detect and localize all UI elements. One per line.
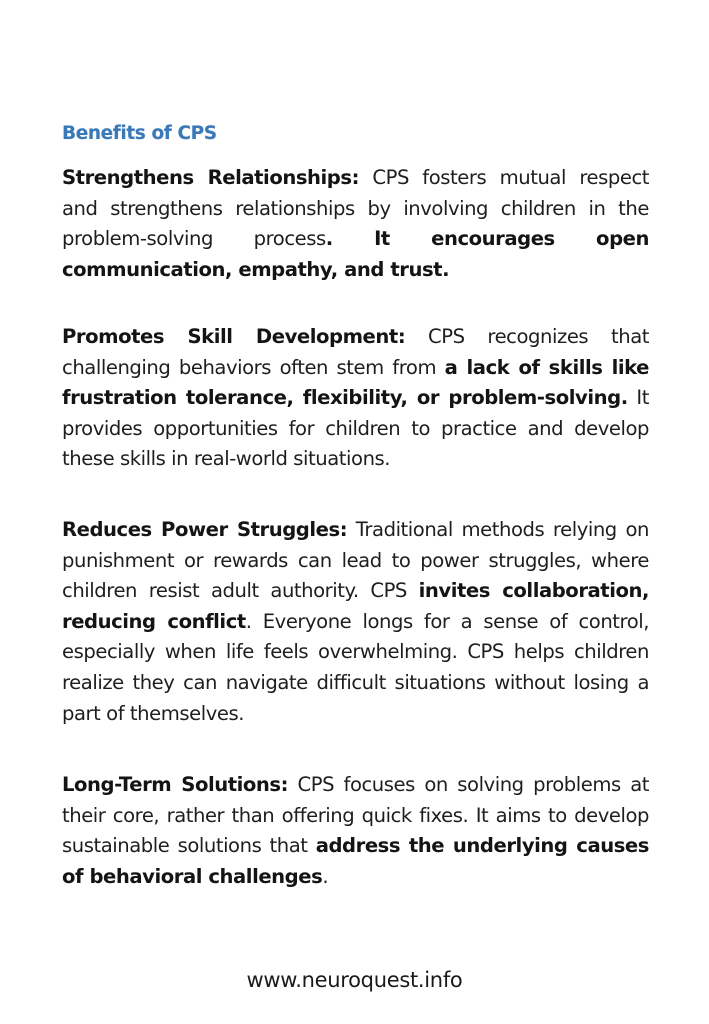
paragraph-text: . Everyone longs for a sense of control, especially when life feels overwhelming. CPS helps children realize they can navigate difficult situations without losing a part of themselves. — [62, 609, 650, 725]
paragraph-long-term-solutions — [62, 770, 649, 892]
section-heading: Benefits of CPS — [62, 123, 217, 144]
paragraph-text: It provides opportunities for children to practice and develop these skills in real-world situations. — [62, 386, 649, 471]
paragraph-promotes-skill-development — [62, 322, 649, 475]
paragraph-colon: : — [339, 518, 348, 541]
paragraph-text: CPS recognizes that challenging behaviors often stem from — [62, 325, 649, 379]
paragraph-colon: : — [280, 773, 289, 796]
paragraph-title: Promotes Skill Development — [62, 325, 398, 348]
paragraph-text: Traditional methods relying on punishment or rewards can lead to power struggles, where children resist adult authority. CPS — [62, 518, 649, 603]
paragraph-colon: : — [397, 325, 406, 348]
paragraph-emphasis: address the underlying causes of behavioral challenges — [62, 834, 649, 888]
paragraph-title: Reduces Power Struggles — [62, 518, 340, 541]
paragraph-colon: : — [351, 166, 359, 189]
paragraph-emphasis: invites collaboration, reducing conflict — [62, 579, 649, 633]
paragraph-emphasis: a lack of skills like frustration tolerance, flexibility, or problem-solving. — [62, 355, 650, 410]
paragraph-text: . — [322, 864, 329, 888]
footer-url: www.neuroquest.info — [246, 968, 463, 992]
paragraph-title: Strengthens Relationships — [62, 166, 352, 189]
paragraph-strengthens-relationships — [62, 163, 649, 285]
paragraph-emphasis: . It encourages open communication, empathy, and trust. — [62, 227, 649, 281]
paragraph-reduces-power-struggles — [62, 515, 649, 729]
paragraph-text: CPS fosters mutual respect and strengthens relationships by involving children in the problem-solving process — [62, 166, 650, 251]
paragraph-title: Long-Term Solutions — [62, 773, 281, 796]
paragraph-text: CPS focuses on solving problems at their core, rather than offering quick fixes. It aims to develop sustainable solutions that — [62, 773, 650, 858]
